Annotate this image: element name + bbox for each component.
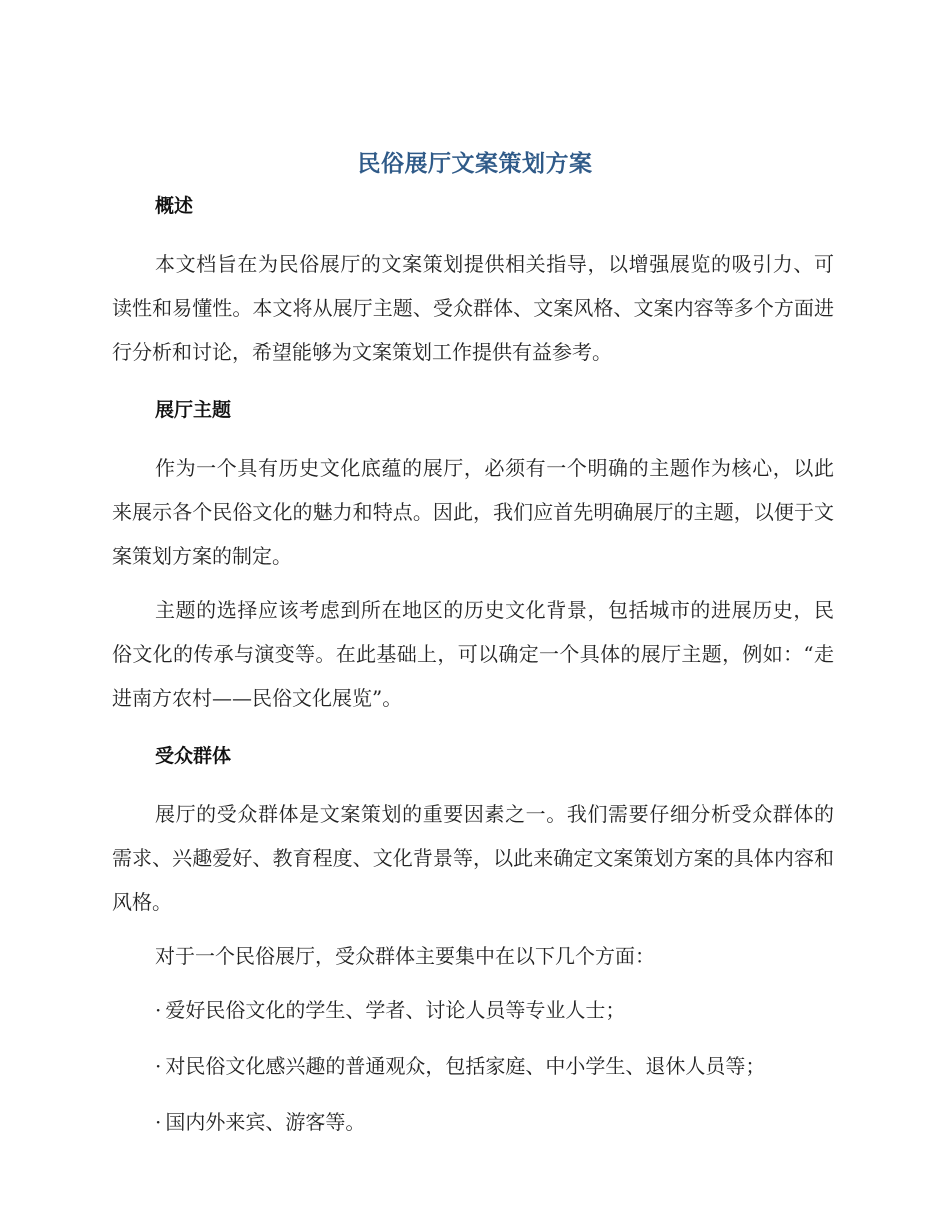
overview-paragraph: 本文档旨在为民俗展厅的文案策划提供相关指导，以增强展览的吸引力、可读性和易懂性。本文将从展厅主题、受众群体、文案风格、文案内容等多个方面进行分析和讨论，希望能够为文案策划工作提供有益参考。 [112,252,834,364]
bullet-marker: · [155,998,162,1022]
document-body [112,188,834,1156]
bullet-text: 对民俗文化感兴趣的普通观众，包括家庭、中小学生、退休人员等； [165,1054,766,1078]
section-heading-theme: 展厅主题 [155,399,232,421]
section-heading-overview: 概述 [155,195,194,217]
audience-bullet-item [112,1044,834,1088]
bullet-marker: · [155,1054,162,1078]
audience-bullet-item [112,1100,834,1144]
bullet-marker: · [155,1110,162,1134]
section-overview [112,188,834,374]
section-audience [112,738,834,1144]
audience-paragraph-1: 展厅的受众群体是文案策划的重要因素之一。我们需要仔细分析受众群体的需求、兴趣爱好、教育程度、文化背景等，以此来确定文案策划方案的具体内容和风格。 [112,802,834,914]
theme-paragraph-1: 作为一个具有历史文化底蕴的展厅，必须有一个明确的主题作为核心，以此来展示各个民俗文化的魅力和特点。因此，我们应首先明确展厅的主题，以便于文案策划方案的制定。 [112,456,834,568]
document-title: 民俗展厅文案策划方案 [357,151,593,177]
audience-bullet-item [112,988,834,1032]
bullet-text: 国内外来宾、游客等。 [165,1110,366,1134]
section-heading-audience: 受众群体 [155,745,232,767]
theme-paragraph-2: 主题的选择应该考虑到所在地区的历史文化背景，包括城市的进展历史，民俗文化的传承与演变等。在此基础上，可以确定一个具体的展厅主题，例如：“走进南方农村——民俗文化展览”。 [112,598,834,710]
audience-paragraph-2: 对于一个民俗展厅，受众群体主要集中在以下几个方面： [155,944,655,968]
section-theme [112,392,834,720]
bullet-text: 爱好民俗文化的学生、学者、讨论人员等专业人士； [165,998,626,1022]
